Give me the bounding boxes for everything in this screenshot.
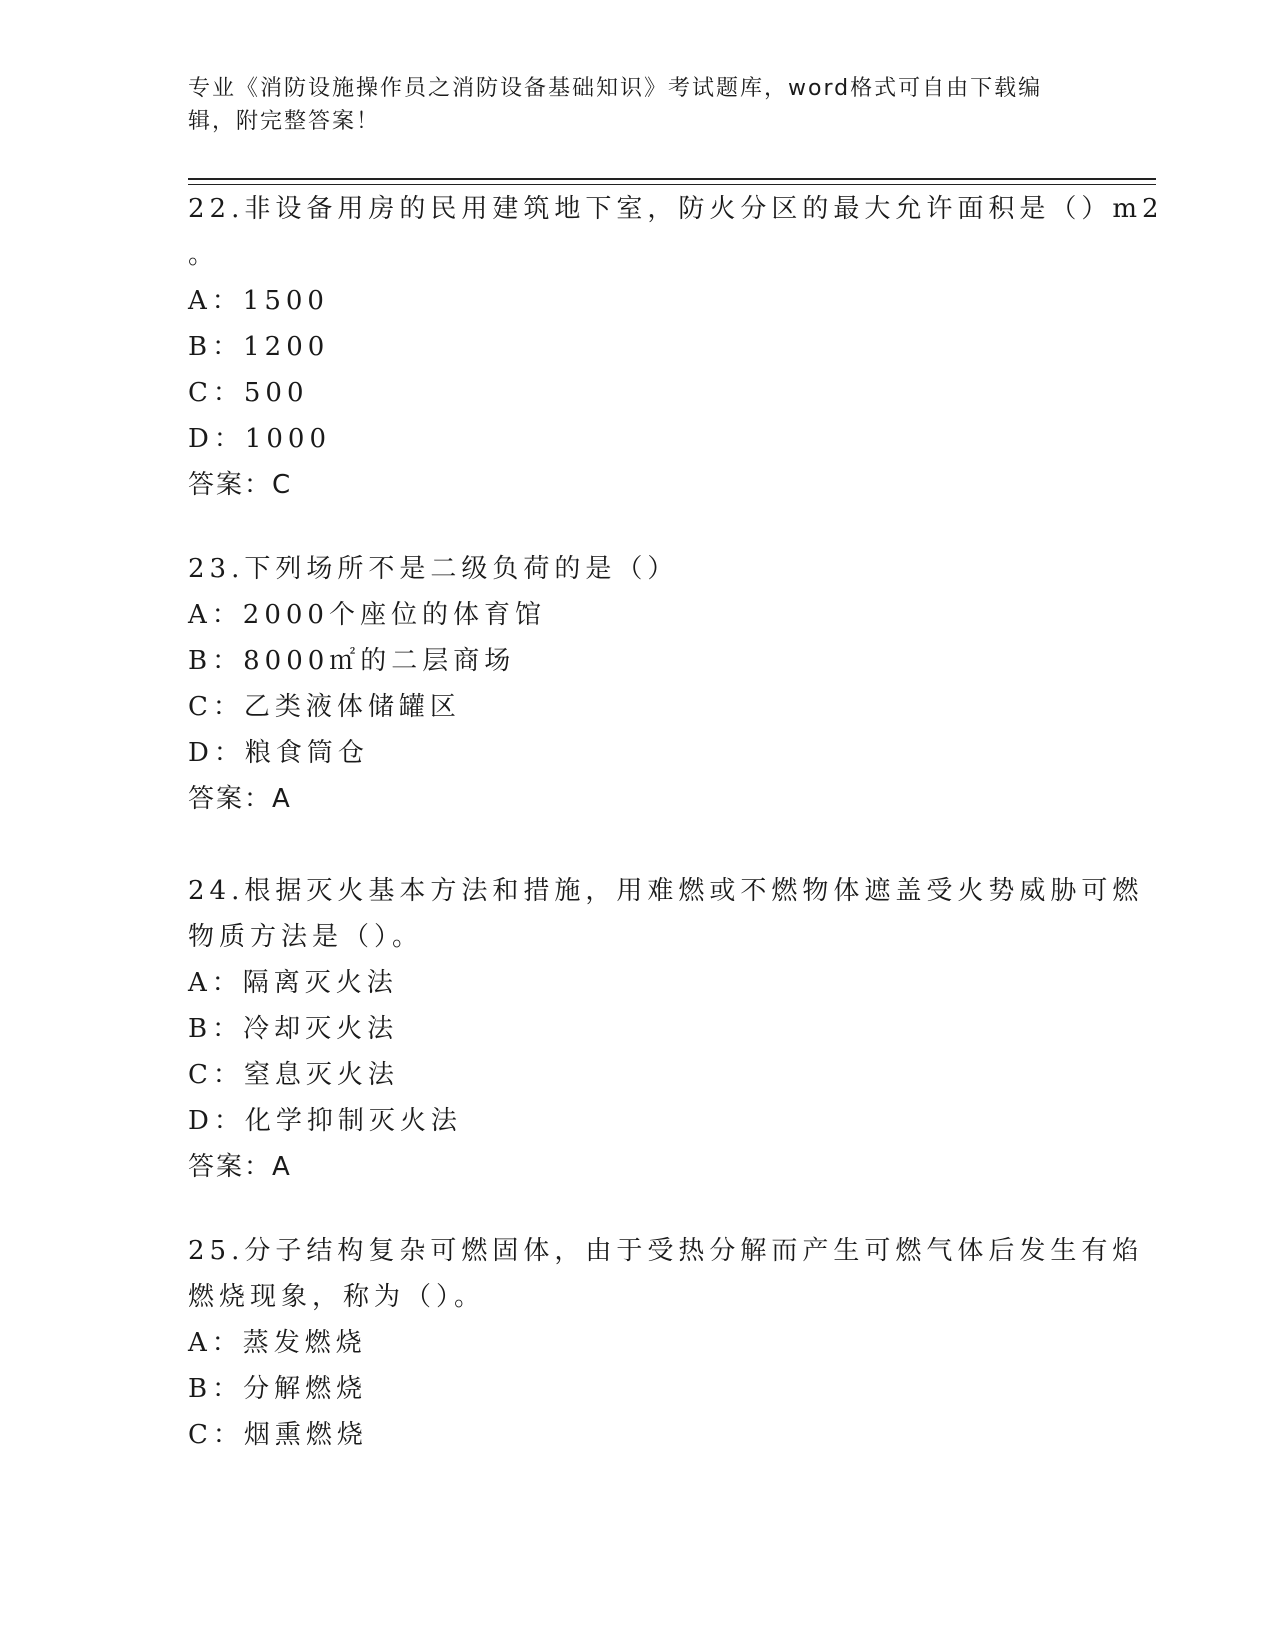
header-divider-top (188, 178, 1156, 180)
option-b: B：分解燃烧 (188, 1374, 368, 1404)
question-22 (188, 186, 1164, 508)
option-a: A：2000个座位的体育馆 (188, 600, 546, 630)
option-b: B：冷却灭火法 (188, 1014, 399, 1044)
option-b: B：1200 (188, 332, 330, 362)
option-d: D：化学抑制灭火法 (188, 1106, 462, 1136)
option-b: B：8000㎡的二层商场 (188, 646, 516, 676)
option-a: A：隔离灭火法 (188, 968, 398, 998)
question-stem: 25.分子结构复杂可燃固体，由于受热分解而产生可燃气体后发生有焰 (188, 1236, 1144, 1266)
question-stem: 23.下列场所不是二级负荷的是（） (188, 554, 679, 584)
question-25 (188, 1228, 1144, 1458)
answer: 答案：A (188, 1152, 292, 1182)
header-divider-bottom (188, 184, 1156, 185)
question-stem: 燃烧现象，称为（）。 (188, 1282, 486, 1312)
question-23 (188, 546, 1088, 822)
option-d: D：1000 (188, 424, 332, 454)
option-a: A：蒸发燃烧 (188, 1328, 367, 1358)
option-c: C：烟熏燃烧 (188, 1420, 368, 1450)
question-stem: 。 (188, 240, 220, 270)
question-24 (188, 868, 1144, 1190)
document-header (188, 72, 1068, 138)
question-stem: 22.非设备用房的民用建筑地下室，防火分区的最大允许面积是（）m2 (188, 194, 1164, 224)
answer: 答案：C (188, 470, 293, 500)
header-line-1: 专业《消防设施操作员之消防设备基础知识》考试题库，word格式可自由下载编 (188, 76, 1043, 101)
option-a: A：1500 (188, 286, 329, 316)
option-c: C：乙类液体储罐区 (188, 692, 461, 722)
option-c: C：500 (188, 378, 309, 408)
answer: 答案：A (188, 784, 292, 814)
option-c: C：窒息灭火法 (188, 1060, 399, 1090)
header-line-2: 辑，附完整答案！ (188, 109, 381, 134)
question-stem: 物质方法是（）。 (188, 922, 424, 952)
question-stem: 24.根据灭火基本方法和措施，用难燃或不燃物体遮盖受火势威胁可燃 (188, 876, 1144, 906)
option-d: D：粮食筒仓 (188, 738, 369, 768)
